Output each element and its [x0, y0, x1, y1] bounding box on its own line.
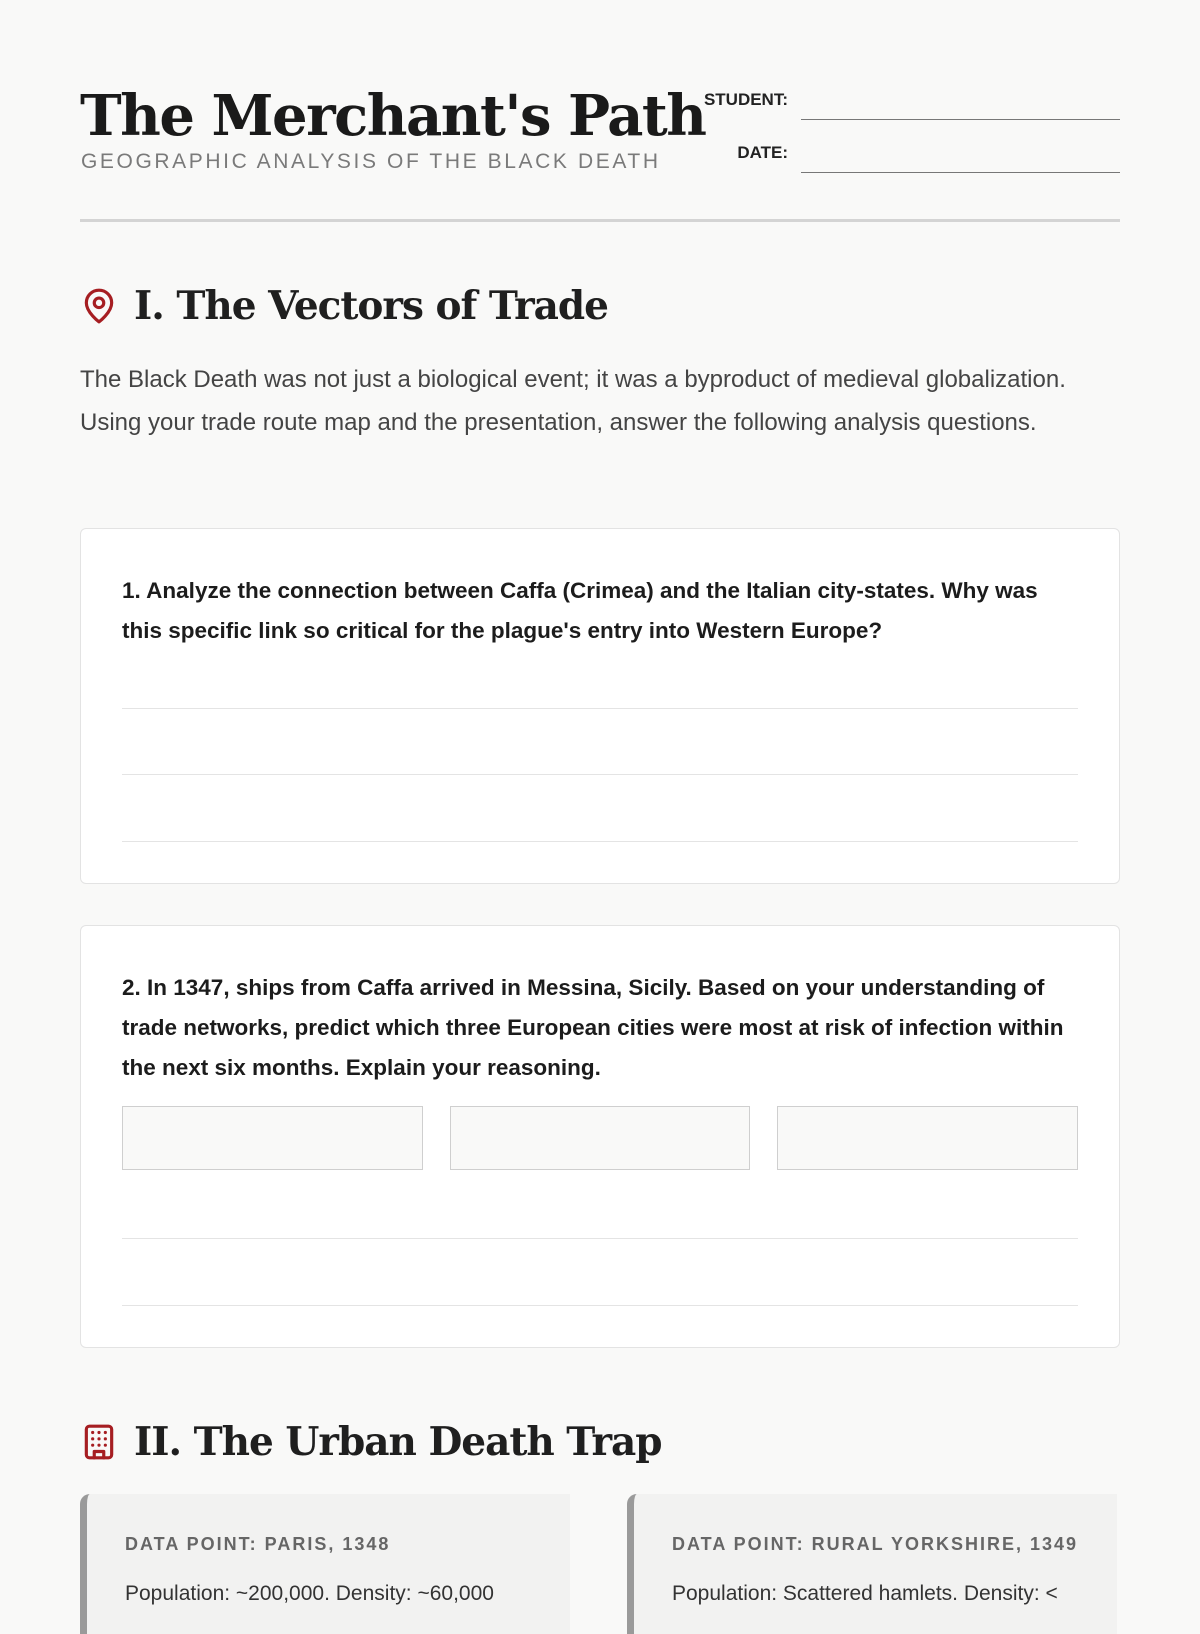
student-label: STUDENT:	[703, 90, 788, 109]
date-field[interactable]	[801, 172, 1120, 173]
student-name-field[interactable]	[801, 119, 1120, 120]
section-1-heading	[80, 278, 608, 334]
data-point-card-paris	[80, 1494, 570, 1634]
answer-line[interactable]	[122, 1305, 1078, 1306]
header-divider	[80, 219, 1120, 222]
answer-line[interactable]	[122, 774, 1078, 775]
building-icon	[80, 1423, 118, 1461]
data-point-card-yorkshire	[627, 1494, 1117, 1634]
question-1-card	[80, 528, 1120, 884]
page-title: The Merchant's Path	[80, 83, 706, 149]
page-subtitle: GEOGRAPHIC ANALYSIS OF THE BLACK DEATH	[81, 150, 661, 173]
date-label: DATE:	[737, 143, 788, 162]
section-1-intro: The Black Death was not just a biological event; it was a byproduct of medieval globalization. Using your trade route map and the presentation, answer the following analysis questions.	[80, 366, 1066, 436]
question-2-card	[80, 925, 1120, 1348]
answer-line[interactable]	[122, 708, 1078, 709]
data-point-label: DATA POINT: RURAL YORKSHIRE, 1349	[672, 1534, 1079, 1554]
city-answer-box-2[interactable]	[450, 1106, 750, 1170]
section-2-title: II. The Urban Death Trap	[134, 1419, 662, 1465]
city-answer-box-1[interactable]	[122, 1106, 423, 1170]
section-2-heading	[80, 1414, 662, 1470]
question-1-text: 1. Analyze the connection between Caffa (Crimea) and the Italian city-states. Why was this specific link so critical for the plague's entry into Western Europe?	[122, 578, 1038, 643]
data-point-text: Population: Scattered hamlets. Density: <	[672, 1582, 1058, 1605]
section-1-title: I. The Vectors of Trade	[134, 283, 608, 329]
answer-line[interactable]	[122, 841, 1078, 842]
answer-line[interactable]	[122, 1238, 1078, 1239]
map-pin-icon	[80, 287, 118, 325]
city-answer-box-3[interactable]	[777, 1106, 1078, 1170]
data-point-label: DATA POINT: PARIS, 1348	[125, 1534, 391, 1554]
data-point-text: Population: ~200,000. Density: ~60,000	[125, 1582, 494, 1605]
question-2-text: 2. In 1347, ships from Caffa arrived in Messina, Sicily. Based on your understanding of trade networks, predict which three European cities were most at risk of infection within the next six months. Explain your reasoning.	[122, 975, 1064, 1080]
